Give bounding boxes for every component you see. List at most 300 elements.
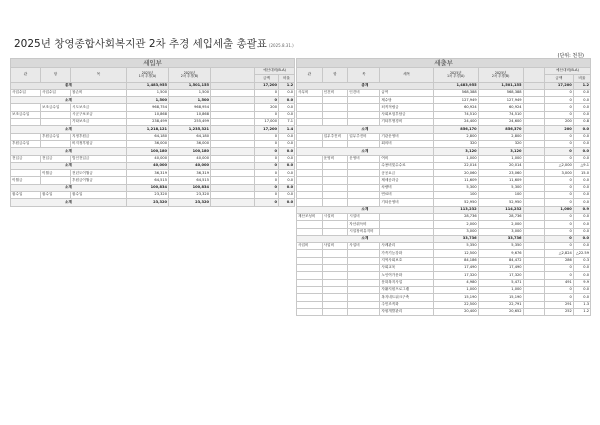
cell-budget-a: 3,000 <box>433 228 478 235</box>
cell-amount: 0 <box>544 89 573 96</box>
cell-h: 이월금 <box>41 170 71 177</box>
cell-ratio: 0.0 <box>279 192 295 199</box>
cell-ratio: 0.0 <box>279 184 295 191</box>
cell-h <box>322 257 348 264</box>
col-ratio: 비율 <box>573 75 590 82</box>
cell-m <box>348 184 380 191</box>
cell-amount: 3,000 <box>544 170 573 177</box>
cell-budget-b: 1,235,321 <box>169 126 211 133</box>
cell-budget-b: 52,950 <box>478 199 523 206</box>
cell-g: 잡수입 <box>11 192 41 199</box>
table-row <box>297 170 591 177</box>
cell-spacer <box>211 155 255 162</box>
cell-spacer <box>523 170 544 177</box>
cell-budget-a: 2,800 <box>433 133 478 140</box>
cell-g <box>11 133 41 140</box>
cell-budget-a: 74,510 <box>433 111 478 118</box>
cell-budget-a: 64,180 <box>127 133 169 140</box>
cell-s <box>380 213 433 220</box>
cell-budget-b: 10,868 <box>169 111 211 118</box>
cell-amount: 0 <box>544 228 573 235</box>
cell-g <box>297 279 323 286</box>
unit-label: (단위: 천원) <box>557 53 584 59</box>
cell-budget-a: 36,000 <box>127 140 169 147</box>
cell-s: 차량비 <box>380 184 433 191</box>
cell-ratio: 0.9 <box>573 206 590 213</box>
cell-m <box>348 286 380 293</box>
cell-ratio: 0.0 <box>279 155 295 162</box>
cell-budget-b: 11,609 <box>478 177 523 184</box>
col-semok: 세목 <box>380 68 433 83</box>
cell-ratio: 0.0 <box>279 148 295 155</box>
cell-s: 수용비및수수료 <box>380 162 433 169</box>
cell-budget-a: 84,186 <box>433 257 478 264</box>
cell-g: 재산조성비 <box>297 213 323 220</box>
table-row <box>11 184 295 191</box>
cell-m: 시도보조금 <box>71 104 127 111</box>
cell-budget-a: 52,950 <box>433 199 478 206</box>
cell-ratio: 0.0 <box>573 294 590 301</box>
cell-budget-a: 20,400 <box>433 308 478 315</box>
cell-h: 사업비 <box>322 243 348 250</box>
cell-budget-a: 5,350 <box>433 243 478 250</box>
table-row <box>11 119 295 126</box>
cell-budget-a: 238,499 <box>127 119 169 126</box>
table-row <box>297 119 591 126</box>
cell-g <box>297 294 323 301</box>
cell-s: 가족기능강화 <box>380 250 433 257</box>
table-row <box>297 243 591 250</box>
cell-budget-a: 33,736 <box>433 235 478 242</box>
table-row <box>297 272 591 279</box>
cell-g <box>11 170 41 177</box>
cell-ratio: 0.0 <box>573 265 590 272</box>
cell-m <box>348 170 380 177</box>
table-row <box>11 155 295 162</box>
cell-spacer <box>211 184 255 191</box>
cell-amount: 0 <box>255 199 279 206</box>
cell-h <box>322 192 348 199</box>
cell-g <box>297 133 323 140</box>
table-row <box>297 286 591 293</box>
cell-budget-b: 20,014 <box>478 162 523 169</box>
cell-amount: 17,200 <box>255 82 279 89</box>
cell-budget-b: 2,000 <box>478 221 523 228</box>
table-row <box>297 184 591 191</box>
cell-h <box>322 170 348 177</box>
cell-amount: 0 <box>544 184 573 191</box>
cell-budget-b: 3,120 <box>478 148 523 155</box>
cell-g <box>297 199 323 206</box>
cell-budget-a: 100,180 <box>127 148 169 155</box>
cell-spacer <box>523 133 544 140</box>
cell-m: 기타보조금 <box>71 119 127 126</box>
cell-ratio: 1.2 <box>573 308 590 315</box>
cell-budget-a: 100,834 <box>127 184 169 191</box>
cell-m: 시설장비유지비 <box>348 228 380 235</box>
cell-spacer <box>523 192 544 199</box>
cell-amount: 200 <box>544 119 573 126</box>
cell-h <box>322 140 348 147</box>
cell-budget-b: 100,180 <box>169 148 211 155</box>
cell-h <box>322 221 348 228</box>
title-date: (2025.8.31.) <box>268 43 294 48</box>
cell-budget-a: 40,000 <box>127 155 169 162</box>
cell-spacer <box>211 199 255 206</box>
cell-s: 공공요금 <box>380 170 433 177</box>
table-row <box>297 148 591 155</box>
cell-s <box>380 228 433 235</box>
col-ratio: 비율 <box>279 75 295 82</box>
cell-spacer <box>523 235 544 242</box>
cell-ratio: 0.0 <box>573 177 590 184</box>
cell-m: 시설비 <box>348 213 380 220</box>
table-row <box>297 192 591 199</box>
cell-spacer <box>523 308 544 315</box>
expense-section-title: 세출부 <box>297 59 591 68</box>
cell-budget-b: 40,000 <box>169 162 211 169</box>
table-row <box>11 148 295 155</box>
cell-budget-b: 5,471 <box>478 279 523 286</box>
cell-spacer <box>211 97 255 104</box>
cell-amount: 491 <box>544 279 573 286</box>
cell-m: 인건비 <box>348 89 380 96</box>
cell-s: 여비 <box>380 155 433 162</box>
cell-m: 비지정후원금 <box>71 140 127 147</box>
cell-spacer <box>523 272 544 279</box>
cell-g <box>11 104 41 111</box>
cell-m <box>348 250 380 257</box>
cell-g <box>297 155 323 162</box>
cell-amount: 0 <box>544 155 573 162</box>
cell-budget-a: 100 <box>433 192 478 199</box>
cell-m: 참손비 <box>71 89 127 96</box>
table-row <box>297 177 591 184</box>
cell-budget-a: 113,232 <box>433 206 478 213</box>
cell-budget-b: 320 <box>478 140 523 147</box>
cell-h: 시설비 <box>322 213 348 220</box>
cell-s: 지역사회보호 <box>380 257 433 264</box>
cell-budget-b: 127,949 <box>478 97 523 104</box>
table-row <box>11 162 295 169</box>
cell-m: 업무추진비 <box>348 133 380 140</box>
cell-ratio: 1.3 <box>573 301 590 308</box>
cell-spacer <box>211 170 255 177</box>
cell-ratio: 0.0 <box>573 235 590 242</box>
cell-ratio: 9.9 <box>573 279 590 286</box>
cell-h <box>322 111 348 118</box>
cell-s: 문화복지사업 <box>380 279 433 286</box>
cell-budget-a: 5,300 <box>433 184 478 191</box>
cell-amount: 0 <box>544 265 573 272</box>
cell-spacer <box>523 140 544 147</box>
cell-budget-b: 968,954 <box>169 104 211 111</box>
cell-budget-b: 568,388 <box>478 89 523 96</box>
cell-spacer <box>523 213 544 220</box>
cell-amount: △2,824 <box>544 250 573 257</box>
cell-budget-b: 64,180 <box>169 133 211 140</box>
table-row <box>297 162 591 169</box>
expense-table <box>296 58 591 316</box>
cell-budget-a: 15,190 <box>433 294 478 301</box>
total-label: 총계 <box>11 82 127 89</box>
col-gwan: 관 <box>11 68 41 83</box>
cell-budget-a: 1,218,121 <box>127 126 169 133</box>
cell-spacer <box>523 243 544 250</box>
cell-budget-a: 23,320 <box>127 192 169 199</box>
cell-g <box>297 250 323 257</box>
table-row <box>297 126 591 133</box>
subtotal-label: 소계 <box>11 199 127 206</box>
cell-h <box>322 272 348 279</box>
cell-g <box>297 257 323 264</box>
cell-ratio: △22.59 <box>573 250 590 257</box>
cell-amount: 252 <box>544 308 573 315</box>
cell-amount: 0 <box>255 155 279 162</box>
cell-amount: 17,200 <box>255 126 279 133</box>
cell-amount: 0 <box>544 97 573 104</box>
cell-s: 주민조직화 <box>380 301 433 308</box>
cell-budget-b: 20,652 <box>478 308 523 315</box>
cell-budget-a: 1,483,955 <box>433 82 478 89</box>
cell-budget-b: 1,501,155 <box>478 82 523 89</box>
title-text: 2025년 창영종합사회복지관 2차 추경 세입세출 총괄표 <box>14 38 267 50</box>
cell-s: 기타운영비 <box>380 199 433 206</box>
cell-ratio: 0.0 <box>279 140 295 147</box>
table-row <box>297 279 591 286</box>
table-row <box>297 265 591 272</box>
cell-spacer <box>523 221 544 228</box>
expense-body <box>297 82 591 316</box>
cell-spacer <box>523 206 544 213</box>
cell-ratio: 0.8 <box>573 119 590 126</box>
cell-amount: 0 <box>255 97 279 104</box>
cell-spacer <box>523 126 544 133</box>
cell-ratio: 0.0 <box>279 89 295 96</box>
cell-amount: 0 <box>544 294 573 301</box>
cell-ratio: 0.0 <box>573 199 590 206</box>
cell-g <box>297 104 323 111</box>
cell-g: 이월금 <box>11 177 41 184</box>
cell-amount: 0 <box>255 89 279 96</box>
cell-budget-b: 255,499 <box>169 119 211 126</box>
cell-m <box>348 119 380 126</box>
total-label: 총계 <box>297 82 434 89</box>
cell-amount: 0 <box>544 140 573 147</box>
col-gwan: 관 <box>297 68 323 83</box>
cell-budget-b: 28,736 <box>478 213 523 220</box>
cell-g: 사업비 <box>297 243 323 250</box>
cell-budget-b: 15,190 <box>478 294 523 301</box>
cell-h <box>322 308 348 315</box>
cell-amount: 0 <box>544 243 573 250</box>
cell-spacer <box>211 111 255 118</box>
col-budget-a: 2025년 1차 추경(A) <box>127 68 169 83</box>
cell-spacer <box>523 250 544 257</box>
cell-ratio: 0.0 <box>573 97 590 104</box>
table-row <box>297 140 591 147</box>
cell-m <box>348 162 380 169</box>
cell-spacer <box>211 126 255 133</box>
cell-g <box>297 111 323 118</box>
cell-budget-b: 36,000 <box>169 140 211 147</box>
cell-budget-a: 127,949 <box>433 97 478 104</box>
cell-spacer <box>523 89 544 96</box>
cell-budget-b: 3,000 <box>478 228 523 235</box>
table-row <box>297 104 591 111</box>
cell-ratio: 0.0 <box>573 155 590 162</box>
cell-budget-b: 23,320 <box>169 192 211 199</box>
cell-ratio: 0.0 <box>573 272 590 279</box>
cell-g: 사업수입 <box>11 89 41 96</box>
cell-budget-b: 23,320 <box>169 199 211 206</box>
cell-s: 사례관리 <box>380 243 433 250</box>
cell-g <box>11 119 41 126</box>
cell-spacer <box>211 133 255 140</box>
cell-budget-a: 1,000 <box>433 155 478 162</box>
cell-budget-a: 1,500 <box>127 89 169 96</box>
cell-m <box>348 308 380 315</box>
cell-m <box>348 301 380 308</box>
revenue-body <box>11 82 295 206</box>
cell-ratio: 0.0 <box>279 162 295 169</box>
cell-amount: 0 <box>255 140 279 147</box>
cell-budget-a: 3,120 <box>433 148 478 155</box>
table-row <box>11 126 295 133</box>
cell-ratio: 1.4 <box>279 126 295 133</box>
cell-g <box>297 286 323 293</box>
cell-budget-b: 856,370 <box>478 126 523 133</box>
cell-spacer <box>211 104 255 111</box>
cell-spacer <box>523 286 544 293</box>
col-budget-b: 2025년 2차 추경(B) <box>169 68 211 83</box>
cell-m: 사업비 <box>348 243 380 250</box>
cell-g <box>297 162 323 169</box>
cell-budget-b: 23,060 <box>478 170 523 177</box>
cell-h <box>322 184 348 191</box>
col-diff: 예산대비(B-A) <box>255 68 295 75</box>
cell-h <box>322 228 348 235</box>
cell-g <box>297 119 323 126</box>
col-mok: 목 <box>348 68 380 83</box>
cell-h <box>322 177 348 184</box>
subtotal-label: 소계 <box>11 162 127 169</box>
cell-spacer <box>211 89 255 96</box>
table-row <box>297 133 591 140</box>
cell-g <box>297 140 323 147</box>
table-row <box>297 89 591 96</box>
cell-m: 전년도이월금 <box>71 170 127 177</box>
cell-budget-a: 4,980 <box>433 279 478 286</box>
cell-budget-a: 24,400 <box>433 119 478 126</box>
cell-s: 자원개발관리 <box>380 308 433 315</box>
cell-s: 급여 <box>380 89 433 96</box>
cell-m <box>348 140 380 147</box>
cell-ratio: 0.0 <box>573 192 590 199</box>
cell-s: 제수당 <box>380 97 433 104</box>
table-row <box>11 199 295 206</box>
cell-h: 보조금수입 <box>41 104 71 111</box>
cell-amount: 291 <box>544 301 573 308</box>
cell-budget-b: 36,319 <box>169 170 211 177</box>
cell-budget-a: 2,000 <box>433 221 478 228</box>
cell-ratio: 0.0 <box>279 97 295 104</box>
cell-ratio: 15.0 <box>573 170 590 177</box>
cell-budget-b: 100 <box>478 192 523 199</box>
cell-amount: 0 <box>544 213 573 220</box>
cell-spacer <box>523 104 544 111</box>
cell-s: 사회보험부담금 <box>380 111 433 118</box>
cell-m <box>348 177 380 184</box>
cell-s: 사회교육 <box>380 265 433 272</box>
cell-spacer <box>523 199 544 206</box>
cell-spacer <box>523 228 544 235</box>
cell-spacer <box>523 279 544 286</box>
cell-amount: 0 <box>255 148 279 155</box>
cell-g: 전입금 <box>11 155 41 162</box>
cell-amount: 0 <box>544 111 573 118</box>
cell-spacer <box>211 177 255 184</box>
cell-h: 업무추진비 <box>322 133 348 140</box>
cell-budget-a: 20,060 <box>433 170 478 177</box>
cell-amount: 0 <box>544 286 573 293</box>
cell-budget-a: 60,924 <box>433 104 478 111</box>
cell-budget-a: 22,500 <box>433 301 478 308</box>
cell-spacer <box>523 119 544 126</box>
cell-amount: 17,200 <box>544 82 573 89</box>
cell-ratio: △9.1 <box>573 162 590 169</box>
cell-budget-b: 1,000 <box>478 286 523 293</box>
table-row <box>297 301 591 308</box>
cell-amount: 0 <box>544 104 573 111</box>
cell-budget-a: 64,515 <box>127 177 169 184</box>
cell-g <box>297 301 323 308</box>
cell-budget-a: 10,868 <box>127 111 169 118</box>
col-amount: 금액 <box>544 75 573 82</box>
cell-g <box>297 272 323 279</box>
cell-m <box>348 104 380 111</box>
cell-spacer <box>523 177 544 184</box>
cell-g <box>297 265 323 272</box>
cell-amount: 0 <box>255 177 279 184</box>
cell-ratio: 0.0 <box>573 228 590 235</box>
cell-budget-b: 33,736 <box>478 235 523 242</box>
subtotal-label: 소계 <box>11 184 127 191</box>
table-row <box>297 155 591 162</box>
cell-m <box>348 192 380 199</box>
cell-amount: 0 <box>255 192 279 199</box>
cell-ratio: 0.0 <box>573 126 590 133</box>
cell-m <box>348 294 380 301</box>
cell-budget-a: 17,320 <box>433 272 478 279</box>
table-row <box>11 140 295 147</box>
table-row <box>297 308 591 315</box>
cell-amount: 0 <box>255 170 279 177</box>
cell-s: 회의비 <box>380 140 433 147</box>
cell-amount: △2,000 <box>544 162 573 169</box>
cell-h <box>322 162 348 169</box>
cell-spacer <box>211 162 255 169</box>
cell-ratio: 0.0 <box>573 243 590 250</box>
cell-spacer <box>523 184 544 191</box>
cell-amount: 0 <box>255 133 279 140</box>
subtotal-label: 소계 <box>11 148 127 155</box>
cell-g <box>297 97 323 104</box>
cell-m: 후원금이월금 <box>71 177 127 184</box>
cell-s: 연료비 <box>380 192 433 199</box>
table-row <box>297 97 591 104</box>
cell-ratio: 0.0 <box>573 111 590 118</box>
